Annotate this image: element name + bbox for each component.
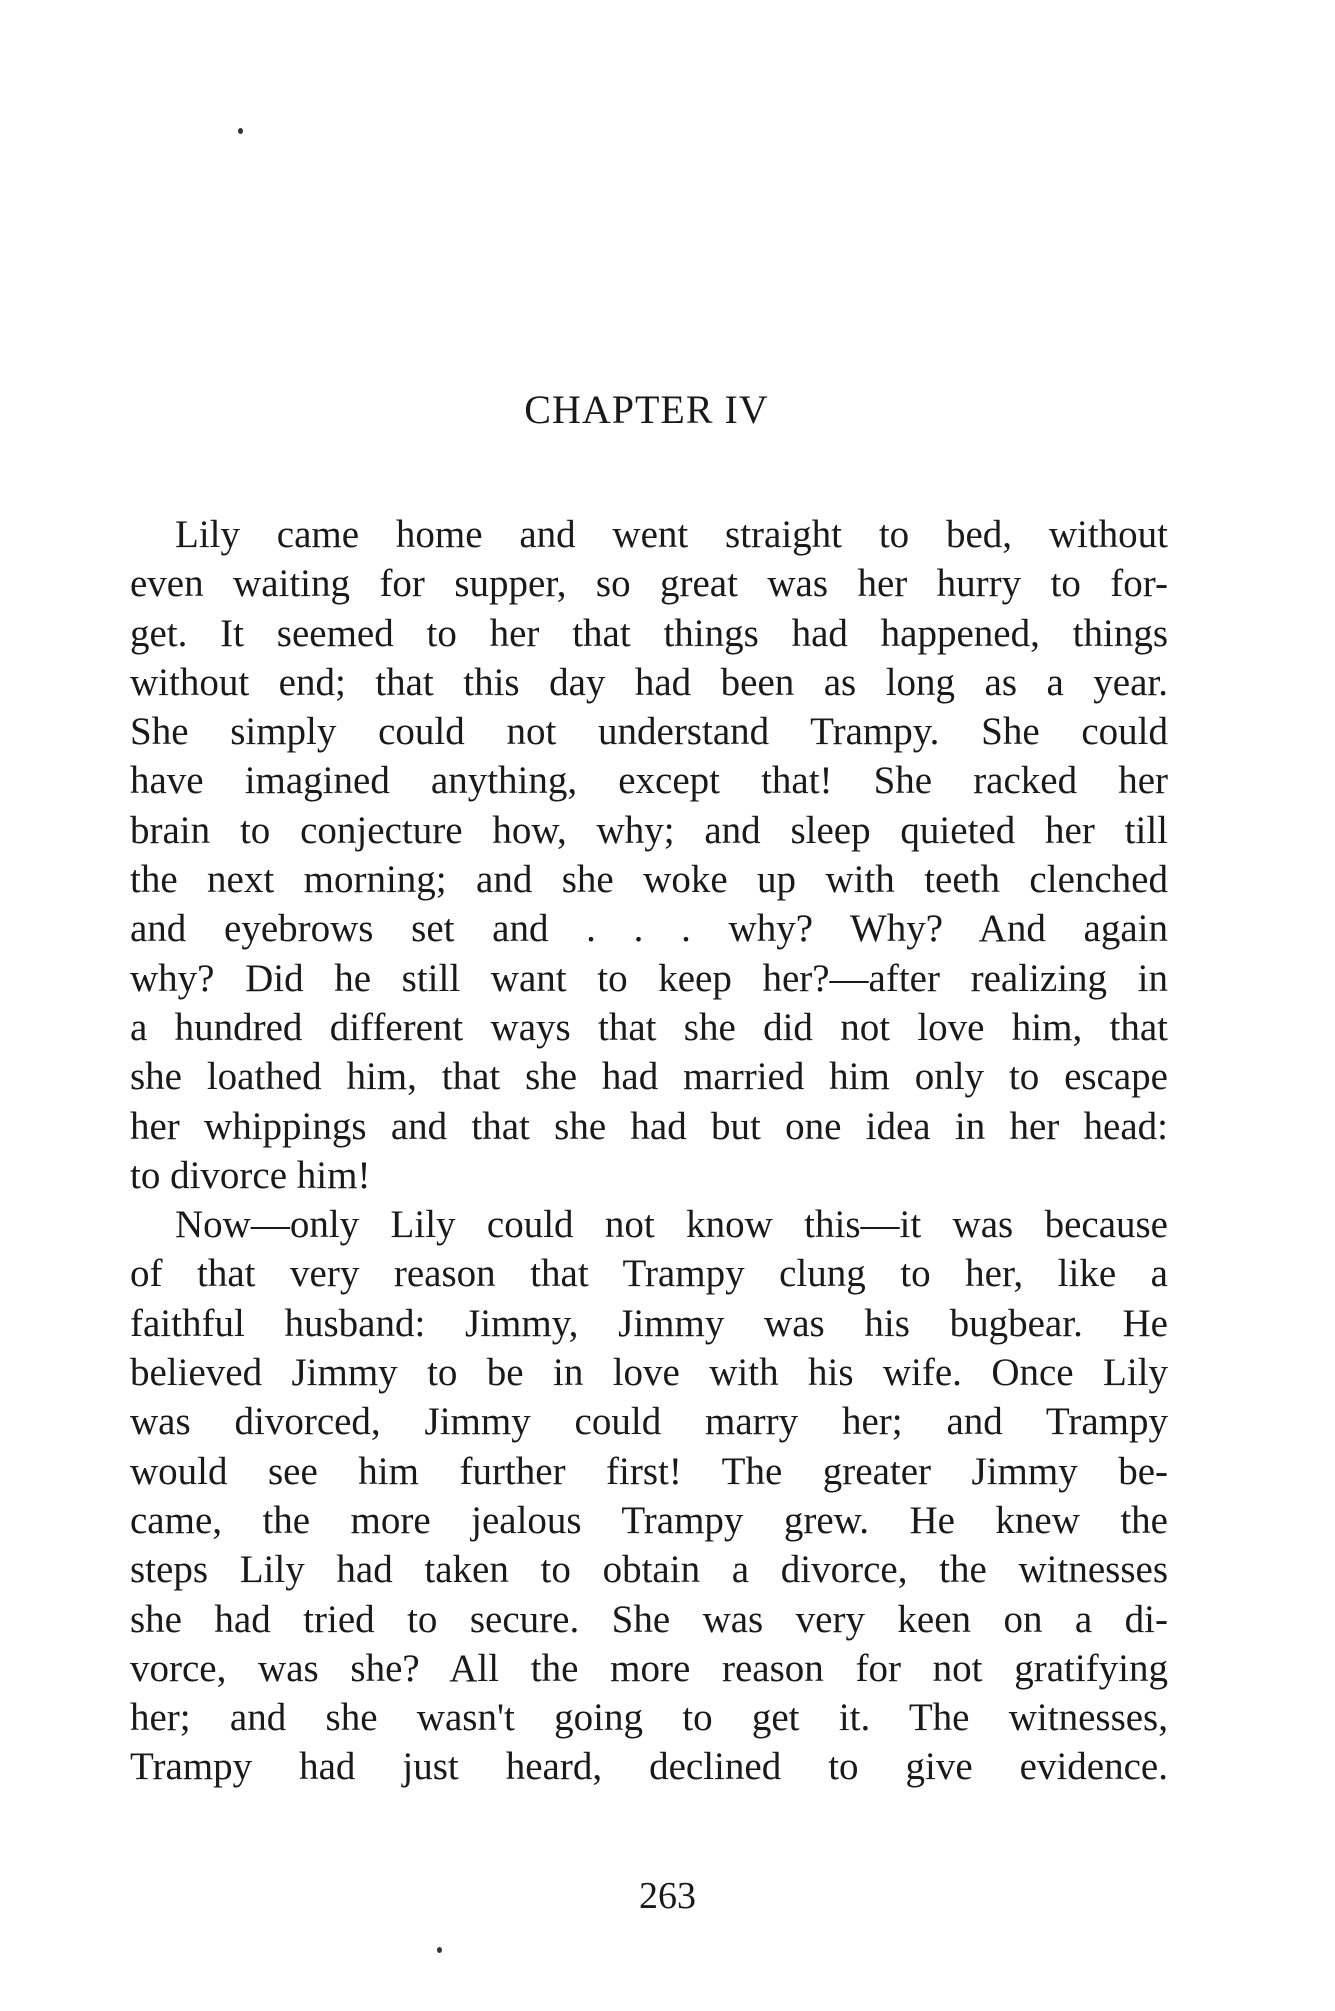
paragraph-1 bbox=[130, 510, 1168, 1200]
text-line: believed Jimmy to be in love with his wife. Once Lily bbox=[130, 1351, 1168, 1395]
text-line: get. It seemed to her that things had happened, things bbox=[130, 611, 1168, 655]
text-line: would see him further first! The greater Jimmy be- bbox=[130, 1449, 1168, 1493]
page-number-value: 263 bbox=[639, 1875, 696, 1917]
text-line: was divorced, Jimmy could marry her; and Trampy bbox=[130, 1400, 1168, 1444]
text-line: a hundred different ways that she did not love him, that bbox=[130, 1005, 1168, 1049]
text-line: even waiting for supper, so great was her hurry to for- bbox=[130, 562, 1168, 606]
text-line: steps Lily had taken to obtain a divorce, the witnesses bbox=[130, 1548, 1168, 1592]
text-line: she loathed him, that she had married him only to escape bbox=[130, 1055, 1168, 1099]
text-line: Lily came home and went straight to bed, without bbox=[175, 513, 1168, 556]
text-line: She simply could not understand Trampy. She could bbox=[130, 710, 1168, 754]
text-line: why? Did he still want to keep her?—after realizing in bbox=[130, 956, 1168, 1000]
text-line: the next morning; and she woke up with teeth clenched bbox=[130, 858, 1168, 902]
text-line: to divorce him! bbox=[130, 1153, 371, 1197]
text-line: brain to conjecture how, why; and sleep quieted her till bbox=[130, 808, 1168, 852]
text-line: of that very reason that Trampy clung to her, like a bbox=[130, 1252, 1168, 1296]
text-line: Now—only Lily could not know this—it was because bbox=[175, 1203, 1168, 1247]
text-line: came, the more jealous Trampy grew. He knew the bbox=[130, 1498, 1168, 1542]
text-line: her; and she wasn't going to get it. The witnesses, bbox=[130, 1696, 1168, 1740]
ink-speck bbox=[437, 1947, 442, 1953]
paragraph-2 bbox=[130, 1200, 1168, 1792]
chapter-body bbox=[130, 510, 1168, 1792]
text-line: without end; that this day had been as long as a year. bbox=[130, 660, 1168, 704]
text-line: vorce, was she? All the more reason for not gratifying bbox=[130, 1646, 1168, 1690]
text-line: faithful husband: Jimmy, Jimmy was his bugbear. He bbox=[130, 1301, 1168, 1345]
ink-speck bbox=[238, 128, 243, 134]
text-line: Trampy had just heard, declined to give evidence. bbox=[130, 1745, 1168, 1789]
text-line: her whippings and that she had but one idea in her head: bbox=[130, 1104, 1168, 1148]
text-line: she had tried to secure. She was very keen on a di- bbox=[130, 1597, 1168, 1641]
text-line: and eyebrows set and . . . why? Why? And again bbox=[130, 907, 1168, 951]
text-line: have imagined anything, except that! She racked her bbox=[130, 759, 1168, 803]
page-number bbox=[0, 1874, 1335, 1918]
chapter-heading: CHAPTER IV bbox=[524, 387, 769, 432]
